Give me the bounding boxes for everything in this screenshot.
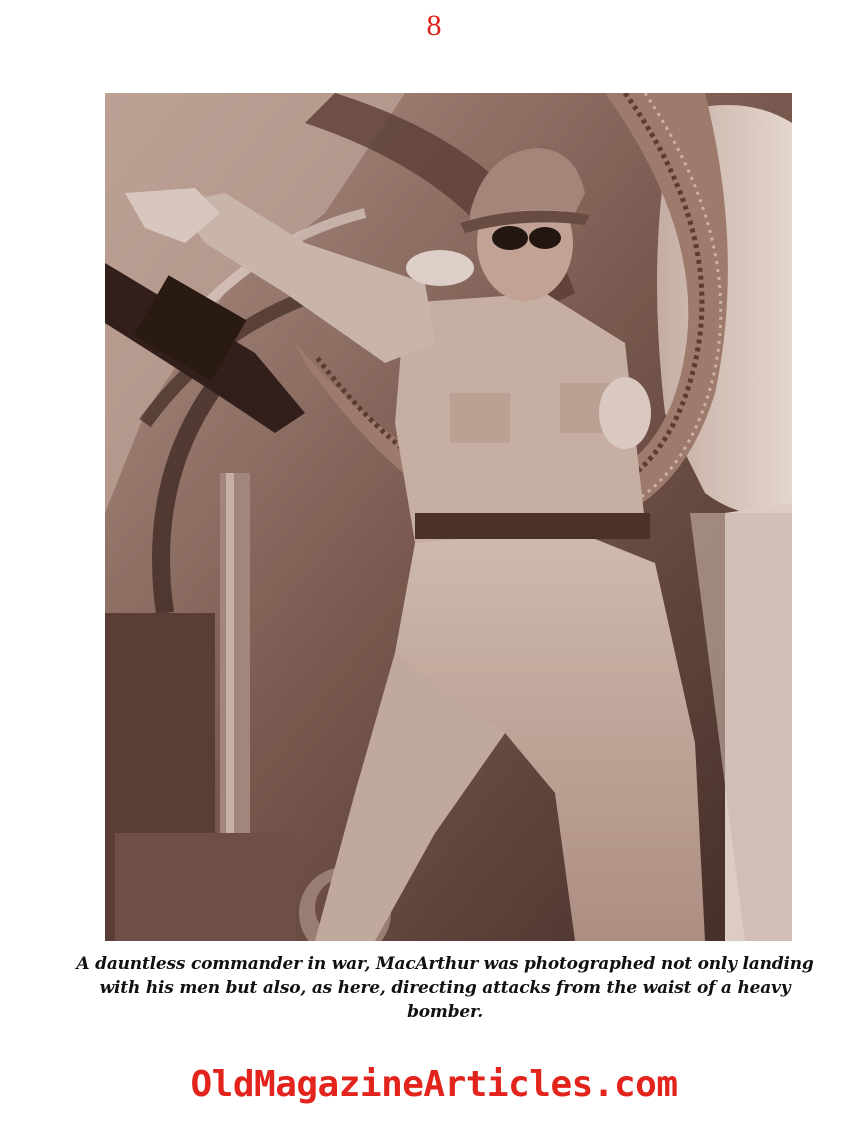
photograph	[105, 93, 792, 941]
caption-line-1: A dauntless commander in war, MacArthur was photographed not only landing	[76, 954, 814, 974]
photo-caption	[70, 952, 820, 1024]
site-logo[interactable]: OldMagazineArticles.com	[190, 1064, 678, 1105]
page-number: 8	[426, 9, 442, 42]
caption-line-2: with his men but also, as here, directing attacks from the waist of a heavy bomber.	[99, 978, 791, 1022]
photo-illustration	[105, 93, 792, 941]
